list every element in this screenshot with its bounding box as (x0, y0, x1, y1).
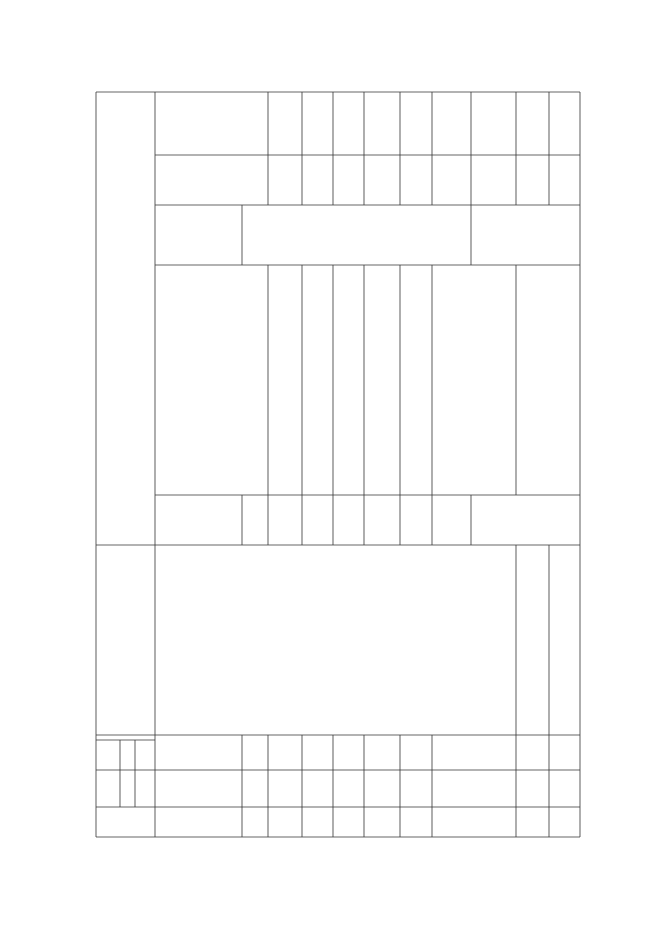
row1-status (155, 495, 268, 545)
col-header-tvchs (96, 777, 120, 807)
row1-tvchs (155, 770, 268, 807)
row1-frequency (155, 265, 268, 495)
row1-req (155, 92, 268, 155)
col-header-pipe-type (120, 740, 155, 807)
col-header-bt (96, 807, 120, 837)
col-header-dsf (96, 733, 120, 770)
row1-test (155, 545, 268, 735)
col-header-frequency (96, 445, 155, 495)
row1-method (155, 155, 268, 205)
row1-sampling (155, 205, 268, 265)
col-header-requirements (96, 105, 155, 155)
row1-bt (155, 807, 268, 837)
col-header-status (96, 545, 155, 735)
